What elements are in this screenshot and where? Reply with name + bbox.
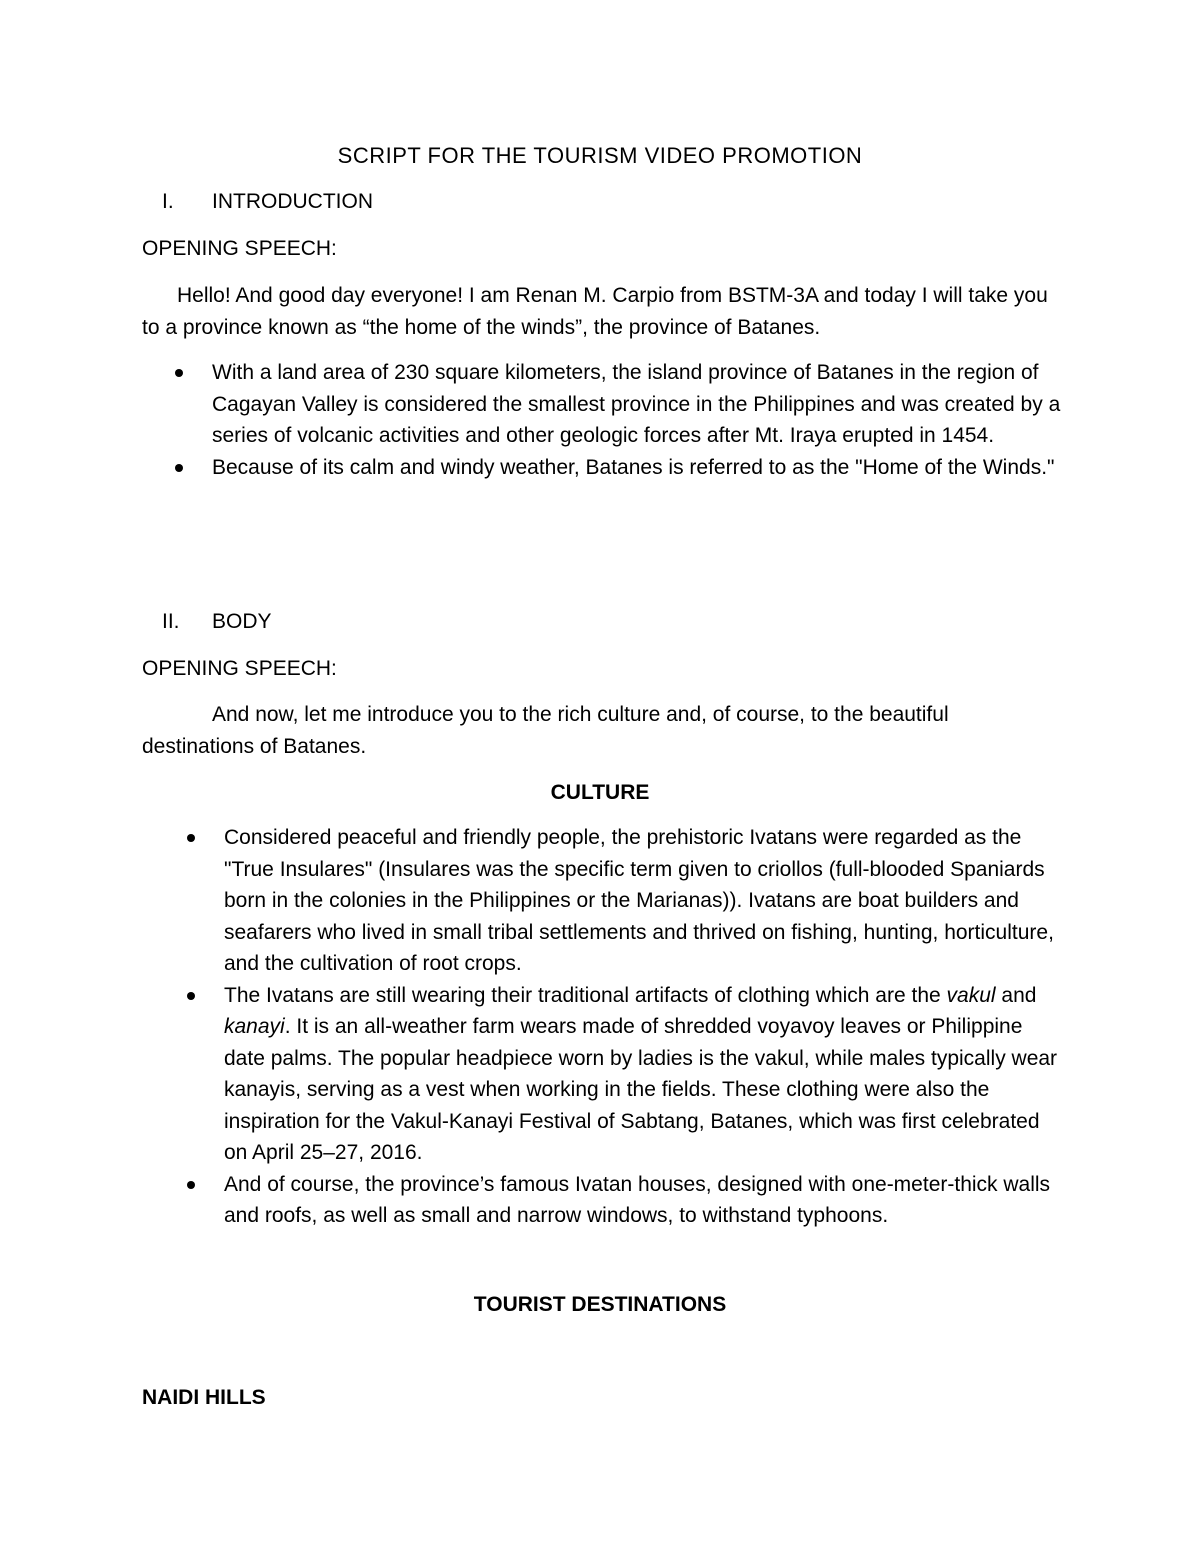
term-kanayi: kanayi: [224, 1015, 285, 1038]
section-1-heading: INTRODUCTION: [212, 190, 373, 213]
section-2-paragraph: And now, let me introduce you to the rich culture and, of course, to the beautiful destinations of Batanes.: [142, 703, 949, 758]
bullet-icon: [187, 834, 195, 842]
list-item-text: And of course, the province’s famous Ivatan houses, designed with one-meter-thick walls and roofs, as well as small and narrow windows, to withstand typhoons.: [224, 1172, 1051, 1227]
destination-naidi-hills: NAIDI HILLS: [142, 1386, 266, 1409]
list-item-text: Because of its calm and windy weather, Batanes is referred to as the "Home of the Winds.": [212, 455, 1055, 479]
bullet-icon: [187, 1181, 195, 1189]
bullet-icon: [175, 369, 183, 377]
section-2-heading: BODY: [212, 610, 272, 633]
list-item-text-1: The Ivatans are still wearing their traditional artifacts of clothing which are the: [224, 983, 947, 1007]
list-item-text-3: . It is an all-weather farm wears made of shredded voyavoy leaves or Philippine date palms. The popular headpiece worn by ladies is the vakul, while males typically wear kanayis, serving as a vest when working in the fields. These clothing were also the inspiration for the Vakul-Kanayi Festival of Sabtang, Batanes, which was first celebrated on April 25–27, 2016.: [224, 1015, 1058, 1164]
list-item: [212, 357, 1062, 452]
destinations-heading: TOURIST DESTINATIONS: [473, 1293, 727, 1316]
term-vakul: vakul: [946, 983, 996, 1007]
bullet-icon: [175, 464, 183, 472]
section-2-subheading: OPENING SPEECH:: [142, 657, 337, 680]
section-1-bullet-list: [212, 357, 1062, 483]
section-1-paragraph: Hello! And good day everyone! I am Renan M. Carpio from BSTM-3A and today I will take you to a province known as “the home of the winds”, the province of Batanes.: [142, 284, 1048, 339]
list-item: [212, 452, 1062, 484]
section-1-subheading: OPENING SPEECH:: [142, 237, 337, 260]
list-item: [224, 822, 1062, 980]
list-item: [224, 980, 1062, 1169]
culture-bullet-list: [224, 822, 1062, 1232]
list-item-text: With a land area of 230 square kilometers, the island province of Batanes in the region of Cagayan Valley is considered the smallest province in the Philippines and was created by a series of volcanic activities and other geologic forces after Mt. Iraya erupted in 1454.: [212, 361, 1061, 447]
list-item-text-2: and: [995, 983, 1037, 1007]
list-item-text: Considered peaceful and friendly people, the prehistoric Ivatans were regarded as the "True Insulares" (Insulares was the specific term given to criollos (full-blooded Spaniards born in the colonies in the Philippines or the Marianas)). Ivatans are boat builders and seafarers who lived in small tribal settlements and thrived on fishing, hunting, horticulture, and the cultivation of root crops.: [224, 826, 1054, 975]
page-title: SCRIPT FOR THE TOURISM VIDEO PROMOTION: [337, 143, 863, 168]
section-1-numeral: I.: [162, 190, 174, 213]
section-2-numeral: II.: [162, 610, 180, 633]
culture-heading: CULTURE: [550, 781, 650, 804]
list-item: [224, 1169, 1062, 1232]
bullet-icon: [187, 992, 195, 1000]
